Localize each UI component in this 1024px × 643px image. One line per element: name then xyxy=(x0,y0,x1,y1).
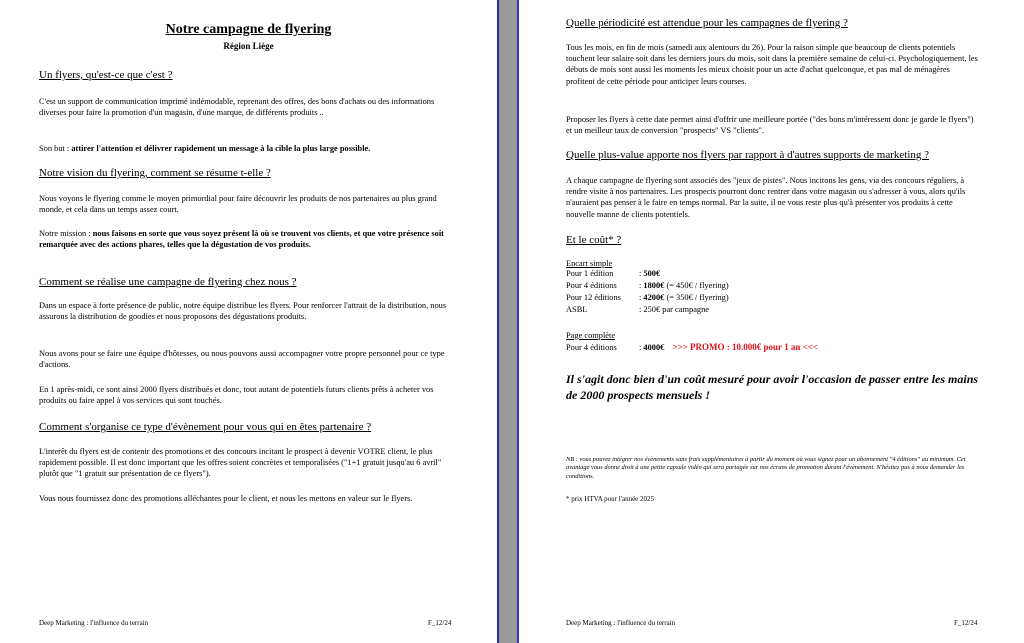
document-page-right xyxy=(519,0,1024,643)
page-title: Notre campagne de flyering xyxy=(165,22,332,37)
page-subtitle: Région Liège xyxy=(223,41,274,51)
price-row: Pour 4 éditions : 1800€ (= 450€ / flyering) xyxy=(566,281,729,290)
section-heading-vision: Notre vision du flyering, comment se résume t-elle ? xyxy=(39,167,271,179)
mission-paragraph xyxy=(39,228,449,250)
promo-text: >>> PROMO : 10.000€ pour 1 an <<< xyxy=(672,342,818,352)
footer-page-ref: F_12/24 xyxy=(428,619,452,627)
document-page-left xyxy=(0,0,497,643)
page-gutter xyxy=(497,0,519,643)
price-row: ASBL : 250€ par campagne xyxy=(566,305,709,314)
paragraph: L'interêt du flyers est de contenir des promotions et des concours incitant le prospect à devenir VOTRE client, le plus rapidement possible. Il est donc important que les offres soient concrètes et temporalisées ("1+1 gratuit jusqu'au 6 avril" plutôt que "1 gratuit sur présentation de ce flyers"). xyxy=(39,447,442,479)
section-heading-what-is-flyer: Un flyers, qu'est-ce que c'est ? xyxy=(39,69,173,81)
goal-label: Son but : xyxy=(39,144,72,153)
goal-paragraph xyxy=(39,143,459,154)
vat-note: * prix HTVA pour l'année 2025 xyxy=(566,495,655,503)
paragraph: Tous les mois, en fin de mois (samedi aux alentours du 26). Pour la raison simple que beaucoup de clients potentiels touchent leur salaire soit dans les derniers jours du mois, soit dans la première semaine de celui-ci. Psychologiquement, les débuts de mois sont aussi les moments les mieux choisit pour un acte d'achat quelconque, et pas mal de ménagères profitent de cette période pour anticiper leurs courses. xyxy=(566,43,978,86)
goal-text: attirer l'attention et délivrer rapidement un message à la cible la plus large possible. xyxy=(71,144,371,153)
mission-label: Notre mission : xyxy=(39,229,93,238)
conclusion-text: Il s'agit donc bien d'un coût mesuré pour avoir l'occasion de passer entre les mains de 2000 prospects mensuels ! xyxy=(566,372,979,402)
price-row: Pour 12 éditions : 4200€ (= 350€ / flyering) xyxy=(566,293,729,302)
section-heading-cost: Et le coût* ? xyxy=(566,234,622,246)
paragraph: A chaque campagne de flyering sont associés des "jeux de pistes". Nous incitons les gens, via des concours réguliers, à rendre visite à nos partenaires. Les prospects pourront donc rentrer dans votre magasin ou s'adresser à vous, alors qu'ils n'auraient pas penser à le faire en temps normal. Par la suite, il ne vous reste plus qu'à présenter vos produits à cette nouvelle manne de clients potentiels. xyxy=(566,176,966,219)
paragraph: Nous voyons le flyering comme le moyen primordial pour faire découvrir les produits de nos partenaires au plus grand monde, et cela dans un temps assez court. xyxy=(39,194,437,215)
price-row: Pour 1 édition : 500€ xyxy=(566,269,661,278)
paragraph: En 1 après-midi, ce sont ainsi 2000 flyers distribués et donc, tout autant de potentiels futurs clients prêts à acheter vos produits ou faire appel à vos services qui sont touchés. xyxy=(39,385,434,406)
mission-text: nous faisons en sorte que vous soyez présent là où se trouvent vos clients, et que votre présence soit remarquée avec des actions phares, telles que la dégustation de vos produits. xyxy=(39,229,444,250)
encart-simple-title: Encart simple xyxy=(566,259,613,268)
paragraph: Vous nous fournissez donc des promotions alléchantes pour le client, et nous les mettons en valeur sur le flyers. xyxy=(39,494,413,503)
paragraph: Dans un espace à forte présence de public, notre équipe distribue les flyers. Pour renforcer l'attrait de la distribution, nous assurons la distribution de goodies et nous proposons des dégustations produits. xyxy=(39,301,447,322)
price-row: Pour 4 éditions : 4000€ >>> PROMO : 10.000€ pour 1 an <<< xyxy=(566,342,818,352)
section-heading-how: Comment se réalise une campagne de flyering chez nous ? xyxy=(39,276,297,288)
paragraph: C'est un support de communication imprimé indémodable, reprenant des offres, des bons d'achats ou des informations diverses pour faire la promotion d'un magasin, d'une marque, de différents produits .. xyxy=(39,97,435,118)
footer-left: Deep Marketing : l'influence du terrain xyxy=(566,619,676,627)
section-heading-periodicity: Quelle périodicité est attendue pour les campagnes de flyering ? xyxy=(566,17,848,29)
nb-note: NB : vous pouvez intégrer nos évènements sans frais supplémentaires à partir du moment où vous signez pour un abonnement "4 éditions" au minimum. Cet avantage vous donne droit à une petite capsule vidéo qui sera partagée sur nos écrans de promotion durant l'évènement. N'hésitez pas à nous demander les conditions. xyxy=(566,456,966,480)
section-heading-added-value: Quelle plus-value apporte nos flyers par rapport à d'autres supports de marketing ? xyxy=(566,149,930,161)
footer-left: Deep Marketing : l'influence du terrain xyxy=(39,619,149,627)
page-complete-title: Page complète xyxy=(566,331,616,340)
section-heading-organisation: Comment s'organise ce type d'évènement pour vous qui en êtes partenaire ? xyxy=(39,421,372,433)
paragraph: Proposer les flyers à cette date permet ainsi d'offrir une meilleure portée ("des bons m'intéressent donc je garde le flyers") et un meilleur taux de conversion "prospects" VS "clients". xyxy=(566,115,974,136)
paragraph: Nous avons pour se faire une équipe d'hôtesses, ou nous pouvons aussi accompagner votre propre personnel pour ce type d'actions. xyxy=(39,349,445,370)
footer-page-ref: F_12/24 xyxy=(954,619,978,627)
